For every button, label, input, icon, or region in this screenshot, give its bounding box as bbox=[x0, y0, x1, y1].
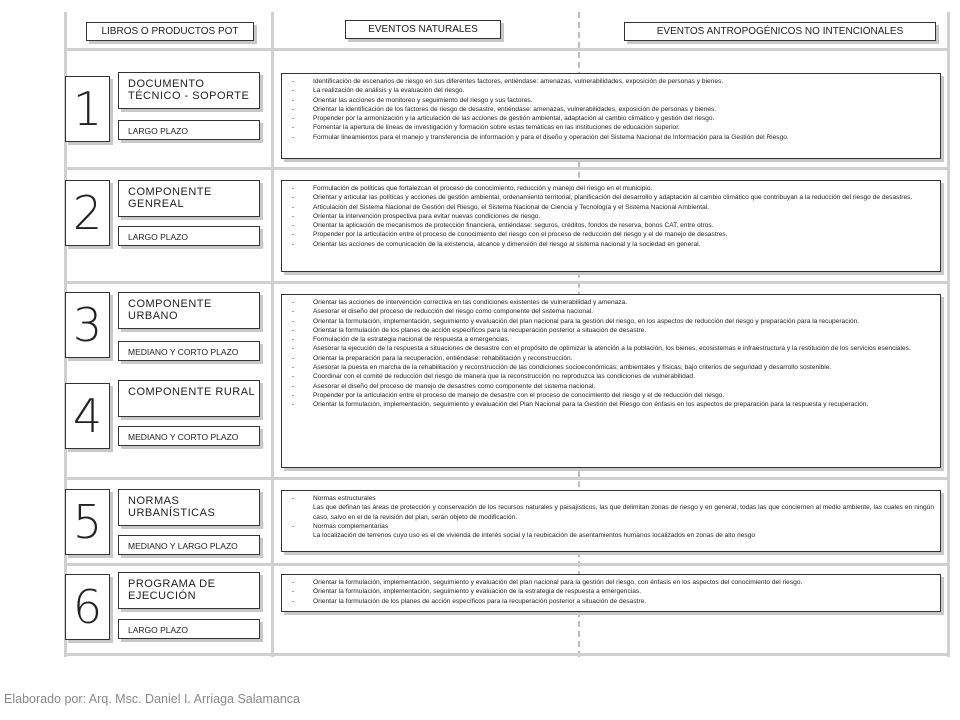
description-item: - Orientar la formulación, implementación, seguimiento y evaluación del plan nacional para la gestión del riesgo, en los aspectos de reducción del riesgo y preparación para la recuperación. bbox=[290, 317, 934, 326]
row-term: LARGO PLAZO bbox=[118, 226, 260, 246]
description-item: Las que definan las áreas de protección y conservación de los recursos naturales y paisajísticos, las que delimitan zonas de riesgo y en general, todas las que conciernen al medio ambiente, las cuales en ningún caso, salvo en el de la revisión del plan, serán objeto de modificación. bbox=[313, 504, 934, 521]
row-term: MEDIANO Y CORTO PLAZO bbox=[118, 341, 260, 361]
header-eventos-naturales: EVENTOS NATURALES bbox=[345, 20, 501, 39]
description-list bbox=[290, 494, 934, 540]
row-title: COMPONENTE RURAL bbox=[118, 380, 260, 417]
row-separator bbox=[64, 563, 950, 566]
description-item: - Propender por la articulación entre el proceso de manejo de desastre con el proceso de conocimiento del riesgo y el de reducción del riesgo. bbox=[290, 391, 934, 400]
description-item: - Orientar la intervención prospectiva para evitar nuevas condiciones de riesgo. bbox=[290, 212, 934, 221]
row-description bbox=[281, 574, 941, 612]
description-list bbox=[290, 77, 934, 142]
row-title: DOCUMENTO TÉCNICO - SOPORTE bbox=[118, 72, 260, 109]
description-item: - Orientar las acciones de intervención correctiva en las condiciones existentes de vulnerabilidad y amenaza. bbox=[290, 298, 934, 307]
description-item: - Coordinar con el comité de reducción del riesgo de manera que la reconstrucción no reproduzca las condiciones de vulnerabilidad. bbox=[290, 372, 934, 381]
description-item: - Fomentar la apertura de líneas de investigación y formación sobre estas temáticas en las instituciones de educación superior. bbox=[290, 123, 934, 132]
row-number: 2 bbox=[65, 180, 110, 246]
description-item: - Orientar la formulación de los planes de acción específicos para la recuperación posterior a situación de desastre. bbox=[290, 597, 934, 606]
description-item: - Propender por la armonización y la articulación de las acciones de gestión ambiental, adaptación al cambio climático y gestión del riesgo. bbox=[290, 114, 934, 123]
description-item: - Formular lineamientos para el manejo y transferencia de información y para el diseño y operación del Sistema Nacional de Información para la Gestión del Riesgo. bbox=[290, 133, 934, 142]
row-title: COMPONENTE GENREAL bbox=[118, 180, 260, 217]
frame-right-line bbox=[947, 12, 950, 657]
description-item: La localización de terrenos cuyo uso es el de vivienda de interés social y la reubicación de asentamientos humanos localizados en zonas de alto riesgo bbox=[313, 532, 756, 540]
row-number: 6 bbox=[65, 574, 110, 640]
description-item: - Orientar y articular las políticas y acciones de gestión ambiental, ordenamiento territorial, planificación del desarrollo y adaptación al cambio climático que contribuyan a la reducción del riesgo de desastres. bbox=[290, 193, 934, 202]
row-term: MEDIANO Y LARGO PLAZO bbox=[118, 535, 260, 555]
description-item: - Identificación de escenarios de riesgo en sus diferentes factores, entiéndase: amenazas, vulnerabilidades, exposición de personas y bienes. bbox=[290, 77, 934, 86]
row-number: 5 bbox=[65, 489, 110, 555]
description-item: - Normas estructurales bbox=[290, 494, 934, 503]
description-item: - Formulación de la estrategia nacional de respuesta a emergencias. bbox=[290, 335, 934, 344]
description-item: - Orientar la formulación, implementación, seguimiento y evaluación del plan nacional para la gestión del riesgo, con énfasis en los aspectos del conocimiento del riesgo. bbox=[290, 578, 934, 587]
description-item: - Propender por la articulación entre el proceso de conocimiento del riesgo con el proceso de reducción del riesgo y el de manejo de desastres. bbox=[290, 230, 934, 239]
row-description bbox=[281, 294, 941, 468]
description-item: - Orientar la preparación para la recuperación, entiéndase: rehabilitación y reconstrucción. bbox=[290, 354, 934, 363]
row-term: MEDIANO Y CORTO PLAZO bbox=[118, 426, 260, 446]
row-term: LARGO PLAZO bbox=[118, 619, 260, 639]
header-eventos-antropogenicos: EVENTOS ANTROPOGÉNICOS NO INTENCIONALES bbox=[624, 22, 936, 41]
header-libros: LIBROS O PRODUCTOS POT bbox=[86, 22, 254, 41]
row-separator bbox=[64, 477, 950, 480]
row-title: PROGRAMA DE EJECUCIÓN bbox=[118, 572, 260, 609]
description-item: - Asesorar el diseño del proceso de reducción del riesgo como componente del sistema nacional. bbox=[290, 307, 934, 316]
row-separator bbox=[64, 281, 950, 284]
description-item: - Orientar las acciones de monitoreo y seguimiento del riesgo y sus factores. bbox=[290, 96, 934, 105]
frame-col-divider bbox=[271, 12, 274, 657]
row-title: NORMAS URBANÍSTICAS bbox=[118, 489, 260, 526]
row-description bbox=[281, 73, 941, 159]
description-list bbox=[290, 184, 934, 249]
row-separator bbox=[64, 48, 950, 51]
description-item: - La realización de análisis y la evaluación del riesgo. bbox=[290, 86, 934, 95]
row-number: 1 bbox=[65, 76, 110, 142]
row-separator bbox=[64, 653, 950, 656]
description-item: - Asesorar la ejecución de la respuesta a situaciones de desastre con el propósito de optimizar la atención a la población, los bienes, ecosistemas e infraestructura y la restitución de los servicios esenciales. bbox=[290, 344, 934, 353]
description-item: - Formulación de políticas que fortalezcan el proceso de conocimiento, reducción y manejo del riesgo en el municipio. bbox=[290, 184, 934, 193]
row-separator bbox=[64, 167, 950, 170]
description-item: - Asesorar la puesta en marcha de la rehabilitación y reconstrucción de las condiciones socioeconómicas, ambientales y físicas, bajo criterios de seguridad y desarrollo sostenible. bbox=[290, 363, 934, 372]
description-item: - Articulación del Sistema Nacional de Gestión del Riesgo, el Sistema Nacional de Ciencia y Tecnología y el Sistema Nacional Ambiental. bbox=[290, 203, 934, 212]
description-item: - Orientar la formulación, implementación, seguimiento y evaluación de la estrategia de respuesta a emergencias. bbox=[290, 587, 934, 596]
description-item: - Orientar la formulación, implementación, seguimiento y evaluación del Plan Nacional para la Gestión del Riesgo con énfasis en los aspectos de preparación para la respuesta y recuperación. bbox=[290, 400, 934, 409]
row-title: COMPONENTE URBANO bbox=[118, 292, 260, 329]
description-item: - Orientar la identificación de los factores de riesgo de desastre, entiéndase: amenazas, vulnerabilidades, exposición de personas y bienes. bbox=[290, 105, 934, 114]
description-item: - Normas complementarias bbox=[290, 522, 934, 531]
description-list bbox=[290, 298, 934, 410]
row-number: 4 bbox=[65, 383, 110, 449]
author-credit: Elaborado por: Arq. Msc. Daniel I. Arriaga Salamanca bbox=[4, 692, 300, 706]
row-description bbox=[281, 490, 941, 552]
description-item: - Orientar las acciones de comunicación de la existencia, alcance y dimensión del riesgo al sistema nacional y la sociedad en general. bbox=[290, 240, 934, 249]
description-item: - Orientar la aplicación de mecanismos de protección financiera, entiéndase: seguros, créditos, fondos de reserva, bonos CAT, entre otros. bbox=[290, 221, 934, 230]
description-list bbox=[290, 578, 934, 606]
row-term: LARGO PLAZO bbox=[118, 120, 260, 140]
row-description bbox=[281, 180, 941, 272]
description-item: - Asesorar el diseño del proceso de manejo de desastres como componente del sistema nacional. bbox=[290, 382, 934, 391]
description-item: - Orientar la formulación de los planes de acción específicos para la recuperación posterior a situación de desastre. bbox=[290, 326, 934, 335]
row-number: 3 bbox=[65, 292, 110, 358]
